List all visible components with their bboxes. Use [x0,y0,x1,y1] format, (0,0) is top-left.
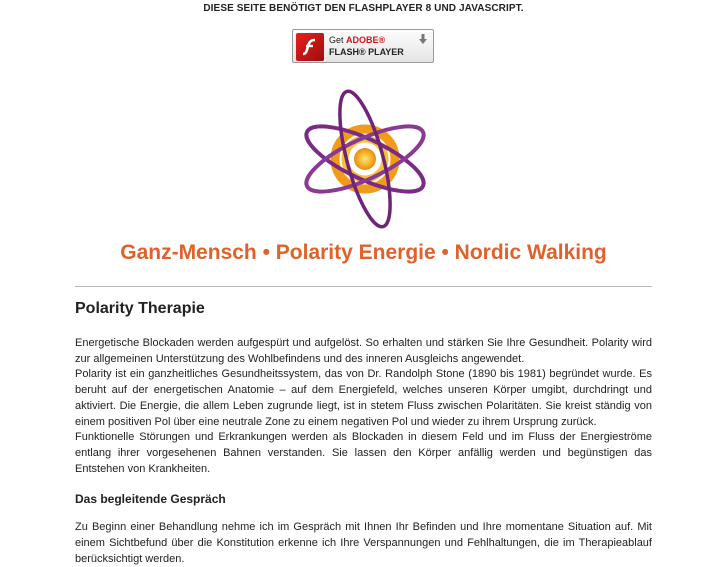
atom-logo-icon [297,85,433,240]
flash-f-icon [296,33,324,61]
paragraph-disorders: Funktionelle Störungen und Erkrankungen werden als Blockaden in diesem Feld und im Fluss der Energieströme entlang ihrer vorgesehenen Bahnen verstanden. Sie lassen den Körper anfällig werden und begünstigen das Entstehen von Krankheiten. [75,431,652,475]
badge-adobe-label: ADOBE® [346,35,386,45]
site-tagline: Ganz-Mensch • Polarity Energie • Nordic Walking [120,241,607,264]
article-content [75,300,652,567]
get-flash-player-button[interactable] [292,29,434,63]
paragraph-intro: Energetische Blockaden werden aufgespürt und aufgelöst. So erhalten und stärken Sie Ihre Gesundheit. Polarity wird zur allgemeinen Unterstützung des Wohlbefindens und des inneren Ausgleichs angewendet. [75,337,652,365]
download-arrow-icon [418,33,428,51]
section-heading-conversation: Das begleitende Gespräch [75,492,226,507]
paragraph-conversation: Zu Beginn einer Behandlung nehme ich im Gespräch mit Ihnen Ihr Befinden und Ihre momentane Situation auf. Mit einem Sichtbefund über die Konstitution erkenne ich Ihre Verspannungen und Fehlhaltungen, die im Therapieablauf berücksichtigt werden. [75,521,652,565]
badge-product-label: FLASH® PLAYER [329,47,404,57]
divider [75,286,652,287]
paragraph-polarity-system: Polarity ist ein ganzheitliches Gesundheitssystem, das von Dr. Randolph Stone (1890 bis 1981) begründet wurde. Es beruht auf der energetischen Anatomie – auf dem Energiefeld, welches unseren Körper umgibt, durchdringt und aktiviert. Die Energie, die allem Leben zugrunde liegt, ist in stetem Fluss zwischen Polaritäten. Sie kreist ständig von einem positiven Pol über eine neutrale Zone zu einem negativen Pol und wieder zu ihrem Ursprung zurück. [75,368,652,428]
flash-requirement-notice: DIESE SEITE BENÖTIGT DEN FLASHPLAYER 8 UND JAVASCRIPT. [203,3,524,14]
badge-get-adobe: Get ADOBE® [329,35,386,45]
page-title: Polarity Therapie [75,300,205,317]
